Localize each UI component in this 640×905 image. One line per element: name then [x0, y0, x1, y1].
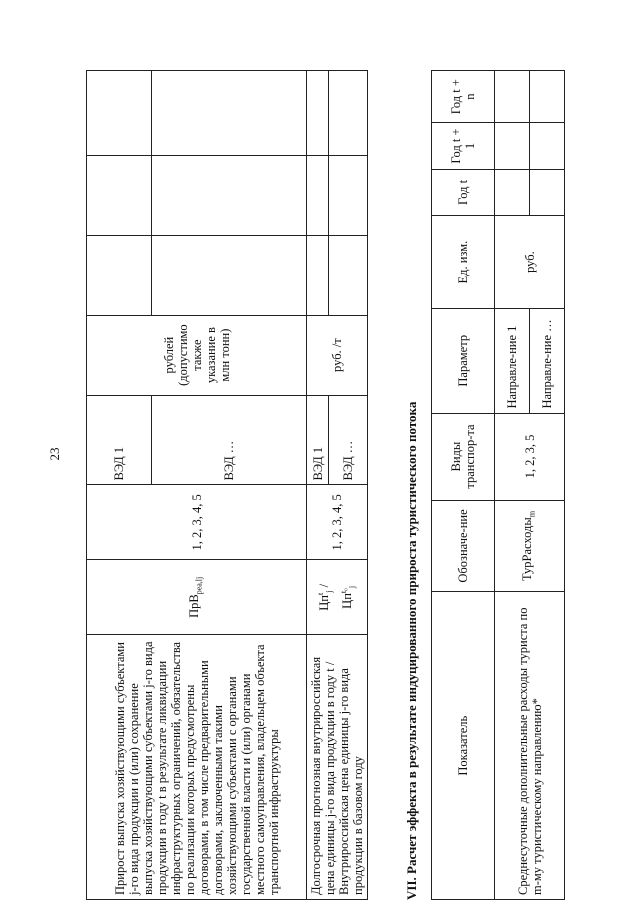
- indicator-cell: Прирост выпуска хозяйствующими субъектами j-го вида продукции и (или) сохранение выпуска хозяйствующими субъектами j-го вида продукции в году t в результате ликвидации инфраструктурных ограничений, обязательства по реализации которых предусмотрены договорами, в том числе предварительными договорами, заключенными такими хозяйствующими субъектами с органами государственной власти и (или) органами местного самоуправления, владельцем объекта транспортной инфраструктуры: [87, 635, 307, 900]
- table-row: [87, 71, 152, 900]
- transport-cell: 1, 2, 3, 5: [495, 413, 565, 500]
- designation-cell: ПрВ$_{pea,lj}$: [87, 560, 307, 635]
- year-cell: [530, 169, 565, 215]
- param-cell: ВЭД 1: [307, 395, 329, 485]
- param-cell: Направле-ние …: [530, 309, 565, 413]
- year-cell: [495, 71, 530, 123]
- param-cell: ВЭД 1: [87, 395, 152, 485]
- header-unit: Ед. изм.: [432, 216, 495, 309]
- year-cell: [87, 155, 152, 235]
- param-cell: Направле-ние 1: [495, 309, 530, 413]
- year-cell: [152, 155, 307, 235]
- header-indicator: Показатель: [432, 592, 495, 900]
- header-parameter: Параметр: [432, 309, 495, 413]
- year-cell: [152, 235, 307, 315]
- indicators-table: [86, 70, 368, 900]
- section-title: VII. Расчет эффекта в результате индуцированного прироста туристического потока: [404, 401, 419, 900]
- header-transport: Виды транспор-та: [432, 413, 495, 500]
- year-cell: [495, 169, 530, 215]
- unit-cell: руб. /т: [307, 315, 368, 395]
- year-cell: [495, 123, 530, 169]
- header-year-t: Год t: [432, 169, 495, 215]
- year-cell: [152, 71, 307, 156]
- unit-cell: рублей (допустимо также указание в млн тонн): [87, 315, 307, 395]
- year-cell: [307, 235, 329, 315]
- table-row: [495, 71, 530, 900]
- header-year-t1: Год t + 1: [432, 123, 495, 169]
- table-row: [307, 71, 329, 900]
- header-designation: Обозначе-ние: [432, 500, 495, 592]
- transport-cell: 1, 2, 3, 4, 5: [87, 485, 307, 560]
- param-cell: ВЭД …: [152, 395, 307, 485]
- year-cell: [87, 71, 152, 156]
- unit-cell: руб.: [495, 216, 565, 309]
- designation-cell: ТурРасходы$_m$: [495, 500, 565, 592]
- transport-cell: 1, 2, 3, 4, 5: [307, 485, 368, 560]
- table-header-row: [432, 71, 495, 900]
- tourism-table: [431, 70, 565, 900]
- year-cell: [329, 71, 368, 156]
- indicator-cell: Среднесуточные дополнительные расходы туриста по m-му туристическому направлению*: [495, 592, 565, 900]
- header-year-tn: Год t + n: [432, 71, 495, 123]
- year-cell: [329, 155, 368, 235]
- year-cell: [307, 155, 329, 235]
- year-cell: [329, 235, 368, 315]
- year-cell: [307, 71, 329, 156]
- year-cell: [87, 235, 152, 315]
- page-number: 23: [47, 447, 62, 461]
- indicator-cell: Долгосрочная прогнозная внутрироссийская цена единицы j-го вида продукции в году t / Внутрироссийская цена единицы j-го вида продукции в базовом году: [307, 635, 368, 900]
- rotated-page-content: [86, 70, 554, 900]
- param-cell: ВЭД …: [329, 395, 368, 485]
- year-cell: [530, 123, 565, 169]
- designation-cell: $Цп^t_j$ / $Цп^{t_0}_j$: [307, 560, 368, 635]
- year-cell: [530, 71, 565, 123]
